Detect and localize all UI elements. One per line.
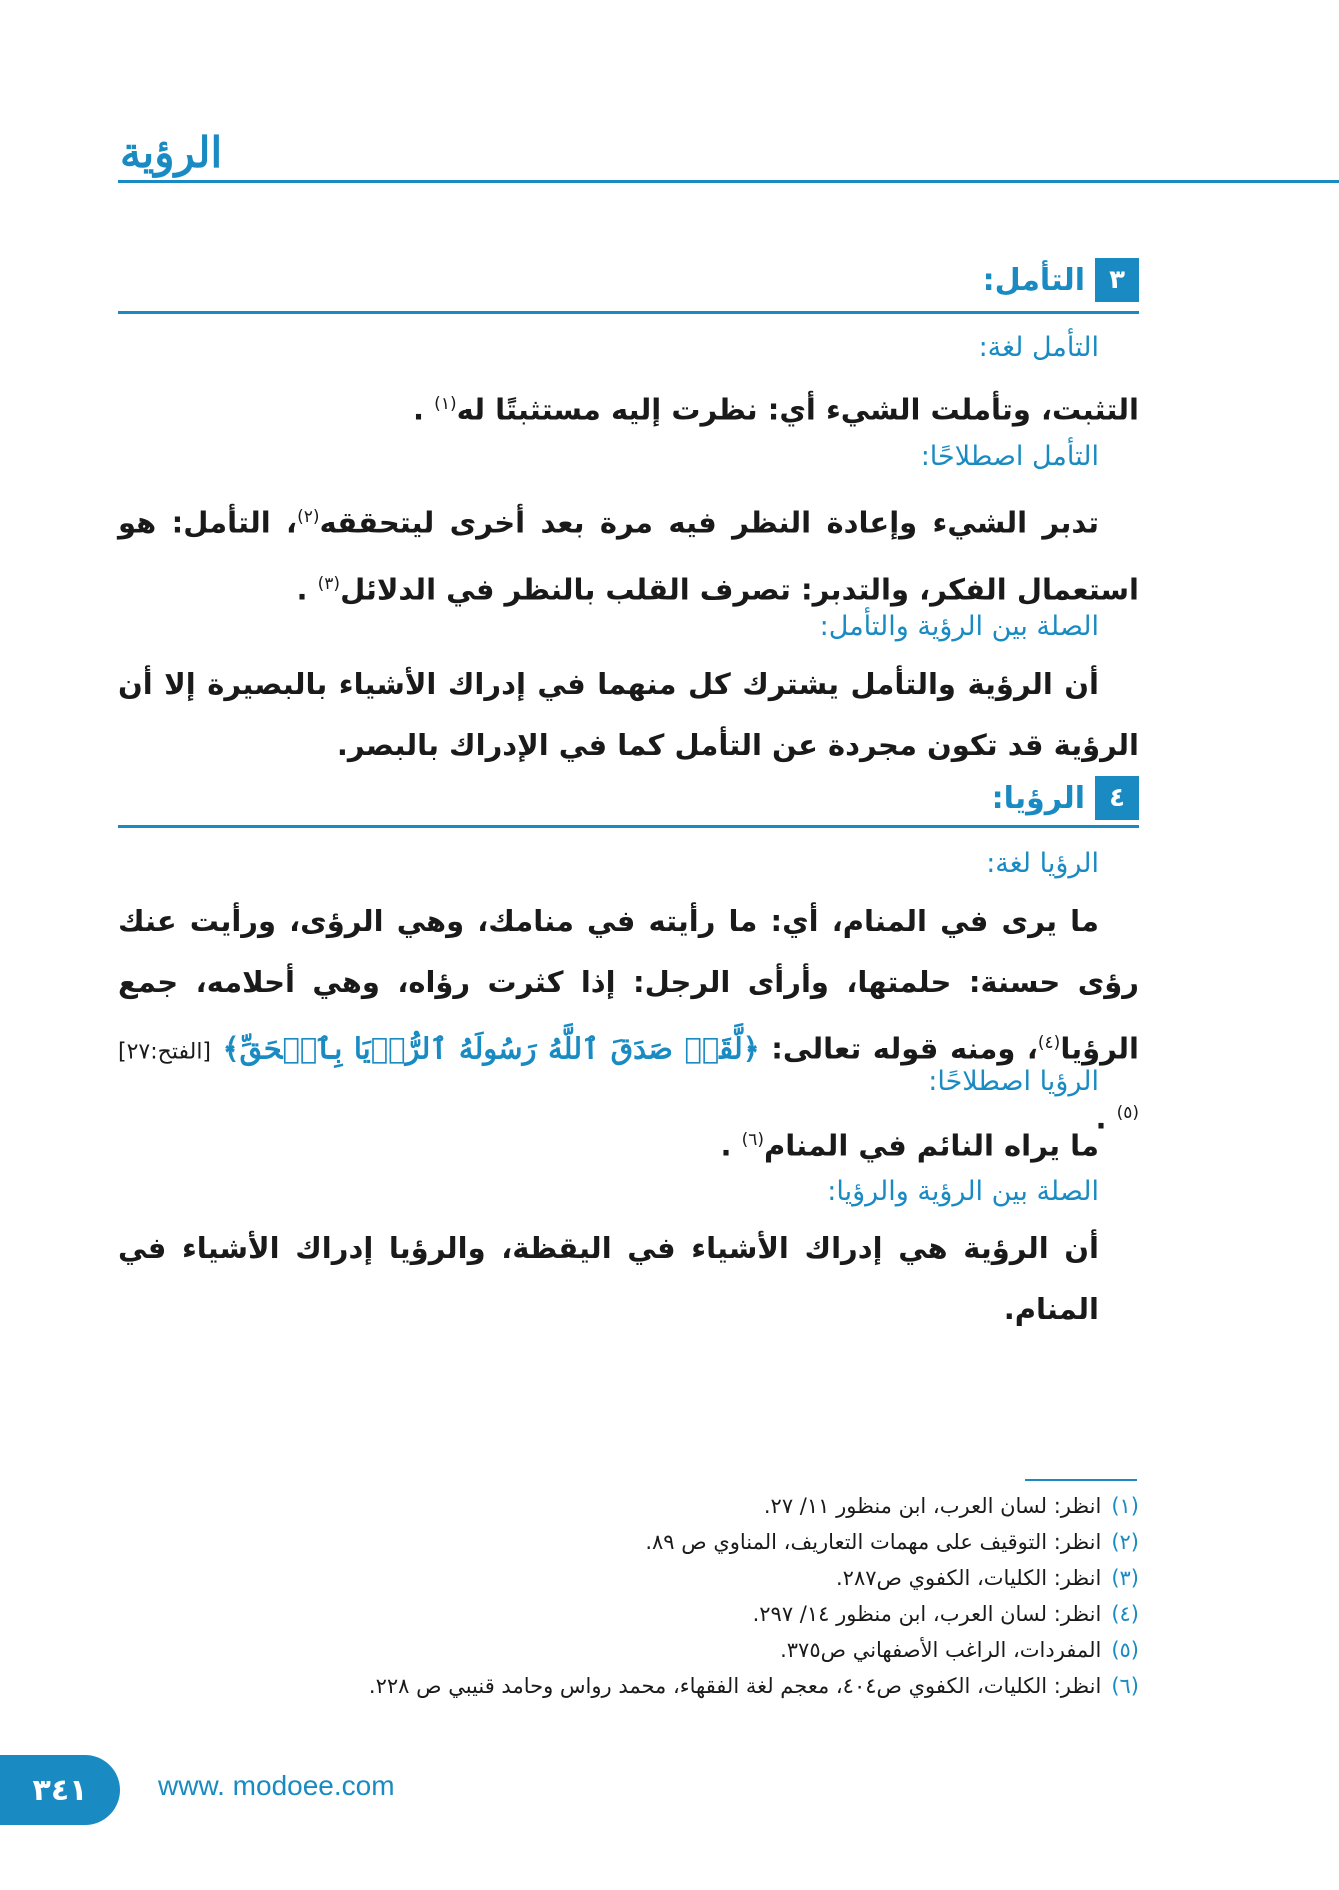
footnote-number: (٣): [1111, 1566, 1139, 1590]
paragraph-text: تدبر الشيء وإعادة النظر فيه مرة بعد أخرى ليتحققه: [319, 505, 1099, 540]
header-divider: [118, 180, 1339, 183]
footnote-text: انظر: الكليات، الكفوي ص٤٠٤، معجم لغة الفقهاء، محمد رواس وحامد قنيبي ص ٢٢٨.: [368, 1674, 1102, 1698]
quran-citation: [الفتح:٢٧]: [118, 1039, 212, 1065]
footnotes-list: [369, 1488, 1139, 1704]
subheading-term: الرؤيا اصطلاحًا:: [928, 1066, 1099, 1097]
footnote-text: انظر: لسان العرب، ابن منظور ١٤/ ٢٩٧.: [752, 1602, 1102, 1626]
page-number: ٣٤١: [0, 1755, 120, 1825]
section-title: التأمل:: [982, 262, 1085, 298]
paragraph-text: ، التأمل: هو استعمال الفكر، والتدبر: تصرف القلب بالنظر في الدلائل: [118, 505, 1139, 607]
section-heading-3: [983, 258, 1139, 302]
paragraph-text: التثبت، وتأملت الشيء أي: نظرت إليه مستثبتًا له: [456, 392, 1139, 427]
subheading-link: الصلة بين الرؤية والرؤيا:: [827, 1176, 1099, 1207]
subheading-link: الصلة بين الرؤية والتأمل:: [819, 611, 1099, 642]
footnote-item: [369, 1488, 1139, 1524]
section-heading-4: [992, 776, 1139, 820]
paragraph-link: أن الرؤية هي إدراك الأشياء في اليقظة، والرؤيا إدراك الأشياء في المنام.: [118, 1231, 1099, 1326]
footnote-text: انظر: لسان العرب، ابن منظور ١١/ ٢٧.: [763, 1494, 1102, 1518]
footnote-text: انظر: الكليات، الكفوي ص٢٨٧.: [835, 1566, 1102, 1590]
footnote-ref[interactable]: (٥): [1116, 1102, 1139, 1123]
footnote-text: انظر: التوقيف على مهمات التعاريف، المناوي ص ٨٩.: [645, 1530, 1102, 1554]
paragraph-lang: ما يرى في المنام، أي: ما رأيته في منامك، وهي الرؤى، ورأيت عنك رؤى حسنة: حلمتها، وأرأى الرجل: إذا كثرت رؤاه، وهي أحلامه، جمع الرؤيا$^{(٤)}$، ومنه قوله تعالى: ﴿لَّقَدۡ صَدَقَ ٱللَّهُ رَسُولَهُ ٱلرُّءۡيَا بِٱلۡحَقِّ﴾ [الفتح:٢٧]$^{(٥)}$ .: [118, 904, 1139, 1136]
footnote-item: [369, 1524, 1139, 1560]
footnote-number: (١): [1111, 1494, 1139, 1518]
subheading-lang: الرؤيا لغة:: [986, 848, 1099, 879]
footnote-ref[interactable]: (٦): [741, 1130, 764, 1150]
website-link[interactable]: www. modoee.com: [158, 1770, 395, 1801]
section-divider: [118, 311, 1139, 314]
footnote-number: (٦): [1111, 1674, 1139, 1698]
paragraph-text: ، ومنه قوله تعالى:: [771, 1031, 1038, 1066]
subheading-term: التأمل اصطلاحًا:: [920, 441, 1099, 472]
section-number-badge: ٤: [1095, 776, 1139, 820]
paragraph-term: ما يراه النائم في المنام$^{(٦)}$ .: [720, 1128, 1099, 1163]
quran-verse: ﴿لَّقَدۡ صَدَقَ ٱللَّهُ رَسُولَهُ ٱلرُّءۡيَا بِٱلۡحَقِّ﴾: [222, 1031, 760, 1066]
footnote-number: (٢): [1111, 1530, 1139, 1554]
section-number-badge: ٣: [1095, 258, 1139, 302]
paragraph-text: ما يرى في المنام، أي: ما رأيته في منامك، وهي الرؤى، ورأيت عنك رؤى حسنة: حلمتها، وأرأى الرجل: إذا كثرت رؤاه، وهي أحلامه، جمع الرؤيا: [118, 904, 1139, 1066]
page-header-title: الرؤية: [120, 128, 223, 177]
section-divider: [118, 825, 1139, 828]
section-title: الرؤيا:: [991, 780, 1085, 816]
footnote-ref[interactable]: (١): [434, 394, 457, 414]
footnote-ref[interactable]: (٣): [317, 573, 341, 594]
paragraph-term: تدبر الشيء وإعادة النظر فيه مرة بعد أخرى ليتحققه$^{(٢)}$، التأمل: هو استعمال الفكر، والتدبر: تصرف القلب بالنظر في الدلائل$^{(٣)}$ .: [118, 505, 1139, 607]
footnote-item: [369, 1668, 1139, 1704]
footnote-number: (٤): [1111, 1602, 1139, 1626]
paragraph-lang: التثبت، وتأملت الشيء أي: نظرت إليه مستثبتًا له$^{(١)}$ .: [413, 392, 1139, 427]
footnote-divider: [1025, 1479, 1137, 1481]
footnote-item: [369, 1632, 1139, 1668]
subheading-lang: التأمل لغة:: [978, 332, 1099, 363]
paragraph-link: أن الرؤية والتأمل يشترك كل منهما في إدراك الأشياء بالبصيرة إلا أن الرؤية قد تكون مجردة عن التأمل كما في الإدراك بالبصر.: [118, 667, 1139, 762]
footnote-text: المفردات، الراغب الأصفهاني ص٣٧٥.: [780, 1638, 1102, 1662]
footnote-ref[interactable]: (٢): [297, 507, 320, 527]
footnote-number: (٥): [1111, 1638, 1139, 1662]
footnote-ref[interactable]: (٤): [1037, 1033, 1061, 1053]
paragraph-text: ما يراه النائم في المنام: [764, 1128, 1099, 1163]
footnote-item: [369, 1560, 1139, 1596]
footnote-item: [369, 1596, 1139, 1632]
